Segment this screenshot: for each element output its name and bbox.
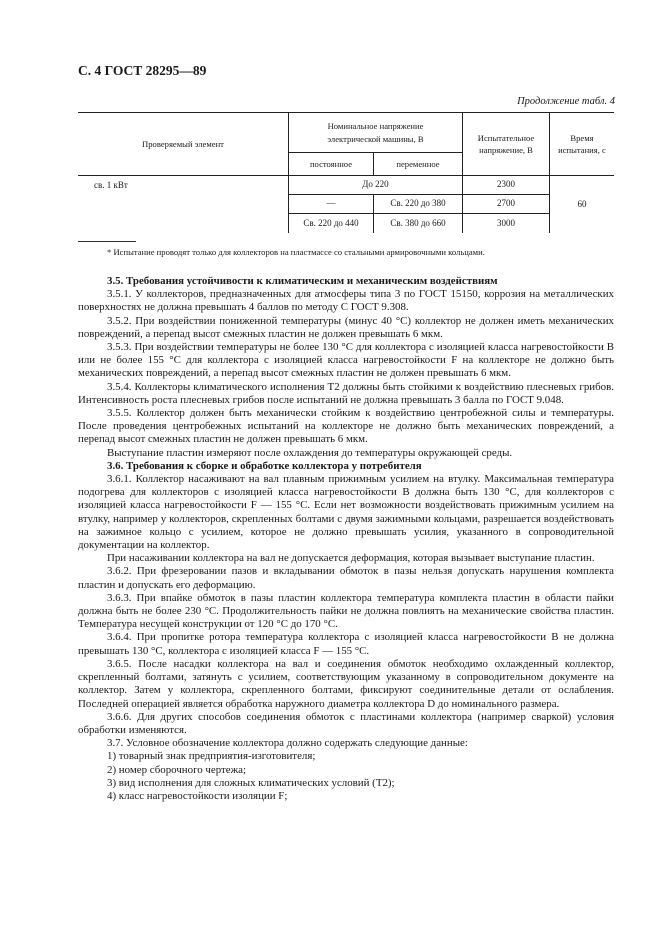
paragraph: 3.7. Условное обозначение коллектора должно содержать следующие данные: — [107, 737, 468, 750]
paragraph: 3.6.3. При впайке обмоток в пазы пластин коллектора температура комплекта пластин в области пайки должна быть не более 230 °С. Продолжительность пайки не должна повлиять на механические свойства пластин. Температура несущей конструкции от 120 °С до 170 °С. — [78, 591, 614, 631]
list-item: 4) класс нагревостойкости изоляции F; — [107, 789, 288, 802]
table-cell-voltage: До 220 — [289, 176, 463, 195]
table-cell-ac: Св. 220 до 380 — [374, 195, 463, 214]
col-header-time: Время испытания, с — [550, 113, 615, 176]
table-cell-time: 60 — [577, 198, 587, 209]
table-cell-element: св. 1 кВт — [78, 176, 289, 195]
paragraph: 3.5.1. У коллекторов, предназначенных для атмосферы типа 3 по ГОСТ 15150, коррозия на металлических поверхностях не должна превышать 4 баллов по методу С ГОСТ 9.308. — [78, 288, 614, 314]
list-item: 2) номер сборочного чертежа; — [107, 763, 247, 776]
paragraph: При насаживании коллектора на вал не допускается деформация, которая вызывает выступание пластин. — [107, 552, 595, 565]
table-cell-dc: — — [289, 195, 374, 214]
paragraph: 3.5.2. При воздействии пониженной температуры (минус 40 °С) коллектор не должен иметь механических повреждений, а перепад высот смежных пластин не должен превышать 6 мкм. — [78, 314, 614, 340]
paragraph: 3.6.2. При фрезеровании пазов и вкладывании обмоток в пазы нельзя допускать нарушения комплекта пластин и допускать его деформацию. — [78, 565, 614, 591]
section-heading: 3.5. Требования устойчивости к климатическим и механическим воздействиям — [107, 275, 498, 287]
col-header-dc: постоянное — [289, 153, 374, 176]
table-continued-label: Продолжение табл. 4 — [517, 96, 615, 107]
paragraph: 3.6.4. При пропитке ротора температура коллектора с изоляцией класса нагревостойкости В не должна превышать 130 °С, коллектора с изоляцией класса F — 155 °С. — [78, 631, 614, 657]
test-voltage-table — [78, 112, 614, 233]
paragraph: 3.5.3. При воздействии температуры не более 130 °С для коллектора с изоляцией класса нагревостойкости В или не более 155 °С для коллектора с изоляцией класса нагревостойкости F на коллекторе не должно быть механических повреждений, а перепад высот смежных пластин не должен превышать 6 мкм. — [78, 341, 614, 380]
section-heading: 3.6. Требования к сборке и обработке коллектора у потребителя — [107, 459, 422, 472]
body-text — [78, 275, 614, 803]
col-header-ac: переменное — [374, 153, 463, 176]
table-cell-test: 3000 — [463, 214, 550, 233]
paragraph: Выступание пластин измеряют после охлаждения до температуры окружающей среды. — [107, 446, 513, 459]
paragraph: 3.5.5. Коллектор должен быть механически стойким к воздействию центробежной силы и температуры. После проведения центробежных испытаний на коллекторе не должно быть механических повреждений, а перепад высот смежных пластин не должен превышать 6 мкм. — [78, 407, 614, 446]
col-header-test-voltage: Испытательное напряжение, В — [463, 113, 550, 176]
table-cell-ac: Св. 380 до 660 — [374, 214, 463, 233]
list-item: 3) вид исполнения для сложных климатических условий (Т2); — [107, 776, 395, 789]
table-cell-dc: Св. 220 до 440 — [289, 214, 374, 233]
table-cell-empty — [78, 195, 289, 214]
paragraph: 3.5.4. Коллекторы климатического исполнения Т2 должны быть стойкими к воздействию плесневых грибов. Интенсивность роста плесневых грибов после испытаний не должна превышать 3 балла по ГОСТ 9.048. — [78, 380, 614, 406]
paragraph: 3.6.6. Для других способов соединения обмоток с пластинами коллектора (например сваркой) условия обработки изменяются. — [78, 710, 614, 736]
list-item: 1) товарный знак предприятия-изготовителя; — [107, 750, 316, 763]
footnote: * Испытание проводят только для коллекторов на пластмассе со стальными армировочными кольцами. — [107, 247, 485, 257]
col-header-element: Проверяемый элемент — [78, 113, 289, 176]
paragraph: 3.6.5. После насадки коллектора на вал и соединения обмоток необходимо охлажденный коллектор, скрепленный болтами, затянуть с усилием, соответствующим указанному в сопроводительном документе на коллектор. Затем у коллектора, скрепленного болтами, фиксируют соединительные детали от ослабления. Последней операцией является обработка наружного диаметра коллектора D до номинального размера. — [78, 657, 614, 710]
col-header-voltage: Номинальное напряжение электрической машины, В — [289, 113, 463, 153]
footnote-divider — [78, 241, 136, 242]
page-header: С. 4 ГОСТ 28295—89 — [78, 63, 207, 78]
paragraph: 3.6.1. Коллектор насаживают на вал плавным прижимным усилием на втулку. Максимальная температура подогрева для коллекторов с изоляцией класса нагревостойкости В должна быть 130 °С, для коллекторов с изоляцией класса нагревостойкости F — 155 °С. Если нет возможности воздействовать прижимным усилием на втулку, например у коллекторов, скрепленных болтами с двумя зажимными кольцами, разрешается воздействовать на зажимное кольцо с усилием, которое не должно превышать усилия, указанного в сопроводительной документации на коллектор. — [78, 473, 614, 552]
table-cell-test: 2300 — [463, 176, 550, 195]
table-cell-test: 2700 — [463, 195, 550, 214]
table-cell-empty — [78, 214, 289, 233]
